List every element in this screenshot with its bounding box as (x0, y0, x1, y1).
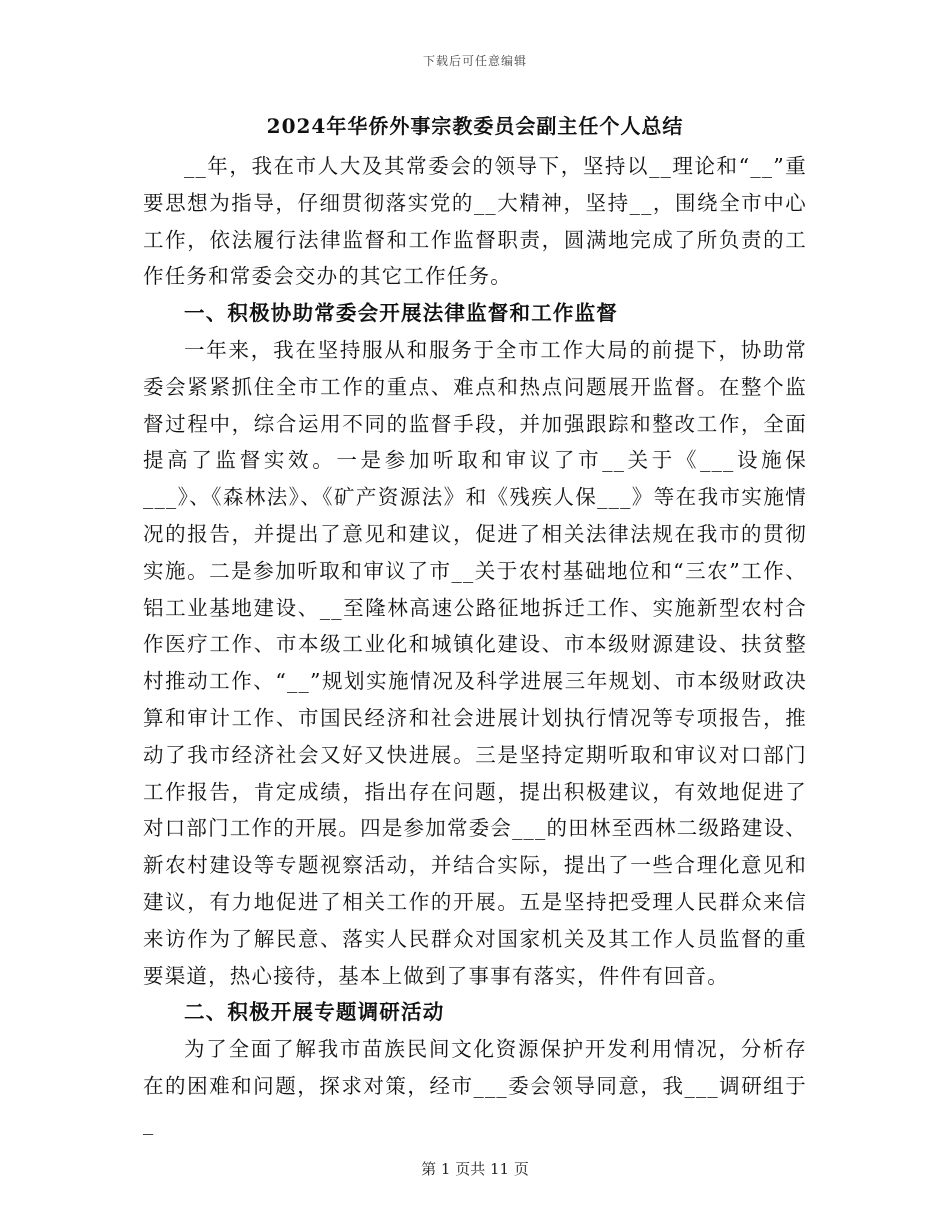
section-2-heading: 二、积极开展专题调研活动 (184, 1000, 445, 1025)
section-2-paragraph: 为了全面了解我市苗族民间文化资源保护开发利用情况，分析存在的困难和问题，探求对策，经市___委会领导同意，我___调研组于_ (143, 1037, 807, 1135)
page-number-footer: 第 1 页共 11 页 (421, 1160, 529, 1178)
section-1-heading: 一、积极协助常委会开展法律监督和工作监督 (184, 301, 618, 326)
header-note: 下载后可任意编辑 (422, 54, 527, 68)
section-1-paragraph: 一年来，我在坚持服从和服务于全市工作大局的前提下，协助常委会紧紧抓住全市工作的重点、难点和热点问题展开监督。在整个监督过程中，综合运用不同的监督手段，并加强跟踪和整改工作，全面提高了监督实效。一是参加听取和审议了市__关于《___设施保___》、《森林法》、《矿产资源法》和《残疾人保___》等在我市实施情况的报告，并提出了意见和建议，促进了相关法律法规在我市的贯彻实施。二是参加听取和审议了市__关于农村基础地位和“三农”工作、铝工业基地建设、__至隆林高速公路征地拆迁工作、实施新型农村合作医疗工作、市本级工业化和城镇化建设、市本级财源建设、扶贫整村推动工作、“__”规划实施情况及科学进展三年规划、市本级财政决算和审计工作、市国民经济和社会进展计划执行情况等专项报告，推动了我市经济社会又好又快进展。三是坚持定期听取和审议对口部门工作报告，肯定成绩，指出存在问题，提出积极建议，有效地促进了对口部门工作的开展。四是参加常委会___的田林至西林二级路建设、新农村建设等专题视察活动，并结合实际，提出了一些合理化意见和建议，有力地促进了相关工作的开展。五是坚持把受理人民群众来信来访作为了解民意、落实人民群众对国家机关及其工作人员监督的重要渠道，热心接待，基本上做到了事事有落实，件件有回音。 (143, 337, 807, 988)
document-title: 2024年华侨外事宗教委员会副主任个人总结 (266, 114, 684, 138)
intro-paragraph: __年，我在市人大及其常委会的领导下，坚持以__理论和“__”重要思想为指导，仔细贯彻落实党的__大精神，坚持__，围绕全市中心工作，依法履行法律监督和工作监督职责，圆满地完成了所负责的工作任务和常委会交办的其它工作任务。 (143, 154, 807, 289)
document-body (143, 108, 807, 1142)
